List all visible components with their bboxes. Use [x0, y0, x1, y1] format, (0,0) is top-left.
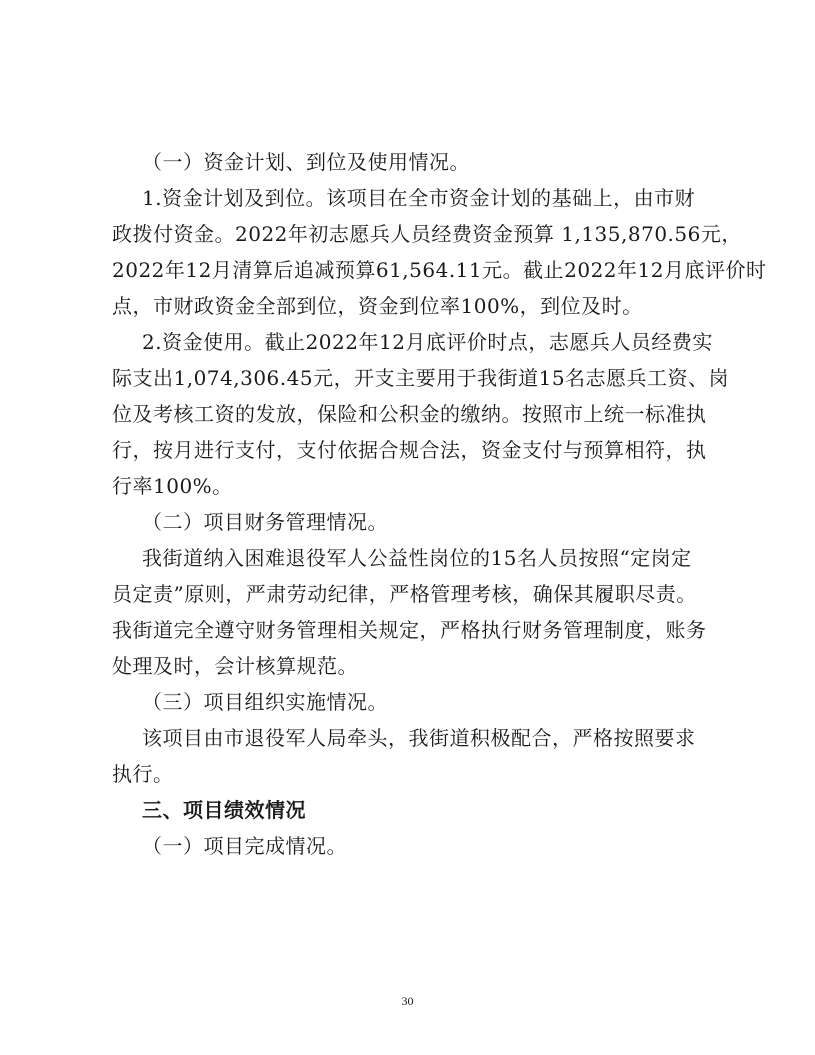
paragraph-line: 员定责”原则，严肃劳动纪律，严格管理考核，确保其履职尽责。	[112, 582, 697, 606]
paragraph-line: 点，市财政资金全部到位，资金到位率100%，到位及时。	[112, 294, 643, 318]
paragraph-line: 1.资金计划及到位。该项目在全市资金计划的基础上，由市财	[142, 186, 696, 210]
section-heading: （三）项目组织实施情况。	[142, 690, 388, 714]
paragraph-line: 位及考核工资的发放，保险和公积金的缴纳。按照市上统一标准执	[112, 402, 707, 426]
paragraph-line: 际支出1,074,306.45元，开支主要用于我街道15名志愿兵工资、岗	[112, 366, 730, 390]
document-body	[112, 144, 767, 864]
paragraph-line: 处理及时，会计核算规范。	[112, 654, 358, 678]
page-number: 30	[401, 994, 414, 1008]
paragraph-line: 2022年12月清算后追减预算61,564.11元。截止2022年12月底评价时	[112, 258, 767, 282]
part-heading: 三、项目绩效情况	[142, 798, 306, 822]
paragraph-line: 该项目由市退役军人局牵头，我街道积极配合，严格按照要求	[142, 726, 696, 750]
paragraph-line: 行，按月进行支付，支付依据合规合法，资金支付与预算相符，执	[112, 438, 707, 462]
section-heading: （二）项目财务管理情况。	[142, 510, 388, 534]
paragraph-line: 执行。	[112, 762, 174, 786]
section-heading: （一）项目完成情况。	[142, 834, 347, 858]
paragraph-line: 2.资金使用。截止2022年12月底评价时点，志愿兵人员经费实	[142, 330, 713, 354]
section-heading: （一）资金计划、到位及使用情况。	[142, 150, 470, 174]
paragraph-line: 政拨付资金。2022年初志愿兵人员经费资金预算 1,135,870.56元，	[112, 222, 742, 246]
paragraph-line: 我街道完全遵守财务管理相关规定，严格执行财务管理制度，账务	[112, 618, 707, 642]
paragraph-line: 行率100%。	[112, 474, 233, 498]
paragraph-line: 我街道纳入困难退役军人公益性岗位的15名人员按照“定岗定	[142, 546, 692, 570]
